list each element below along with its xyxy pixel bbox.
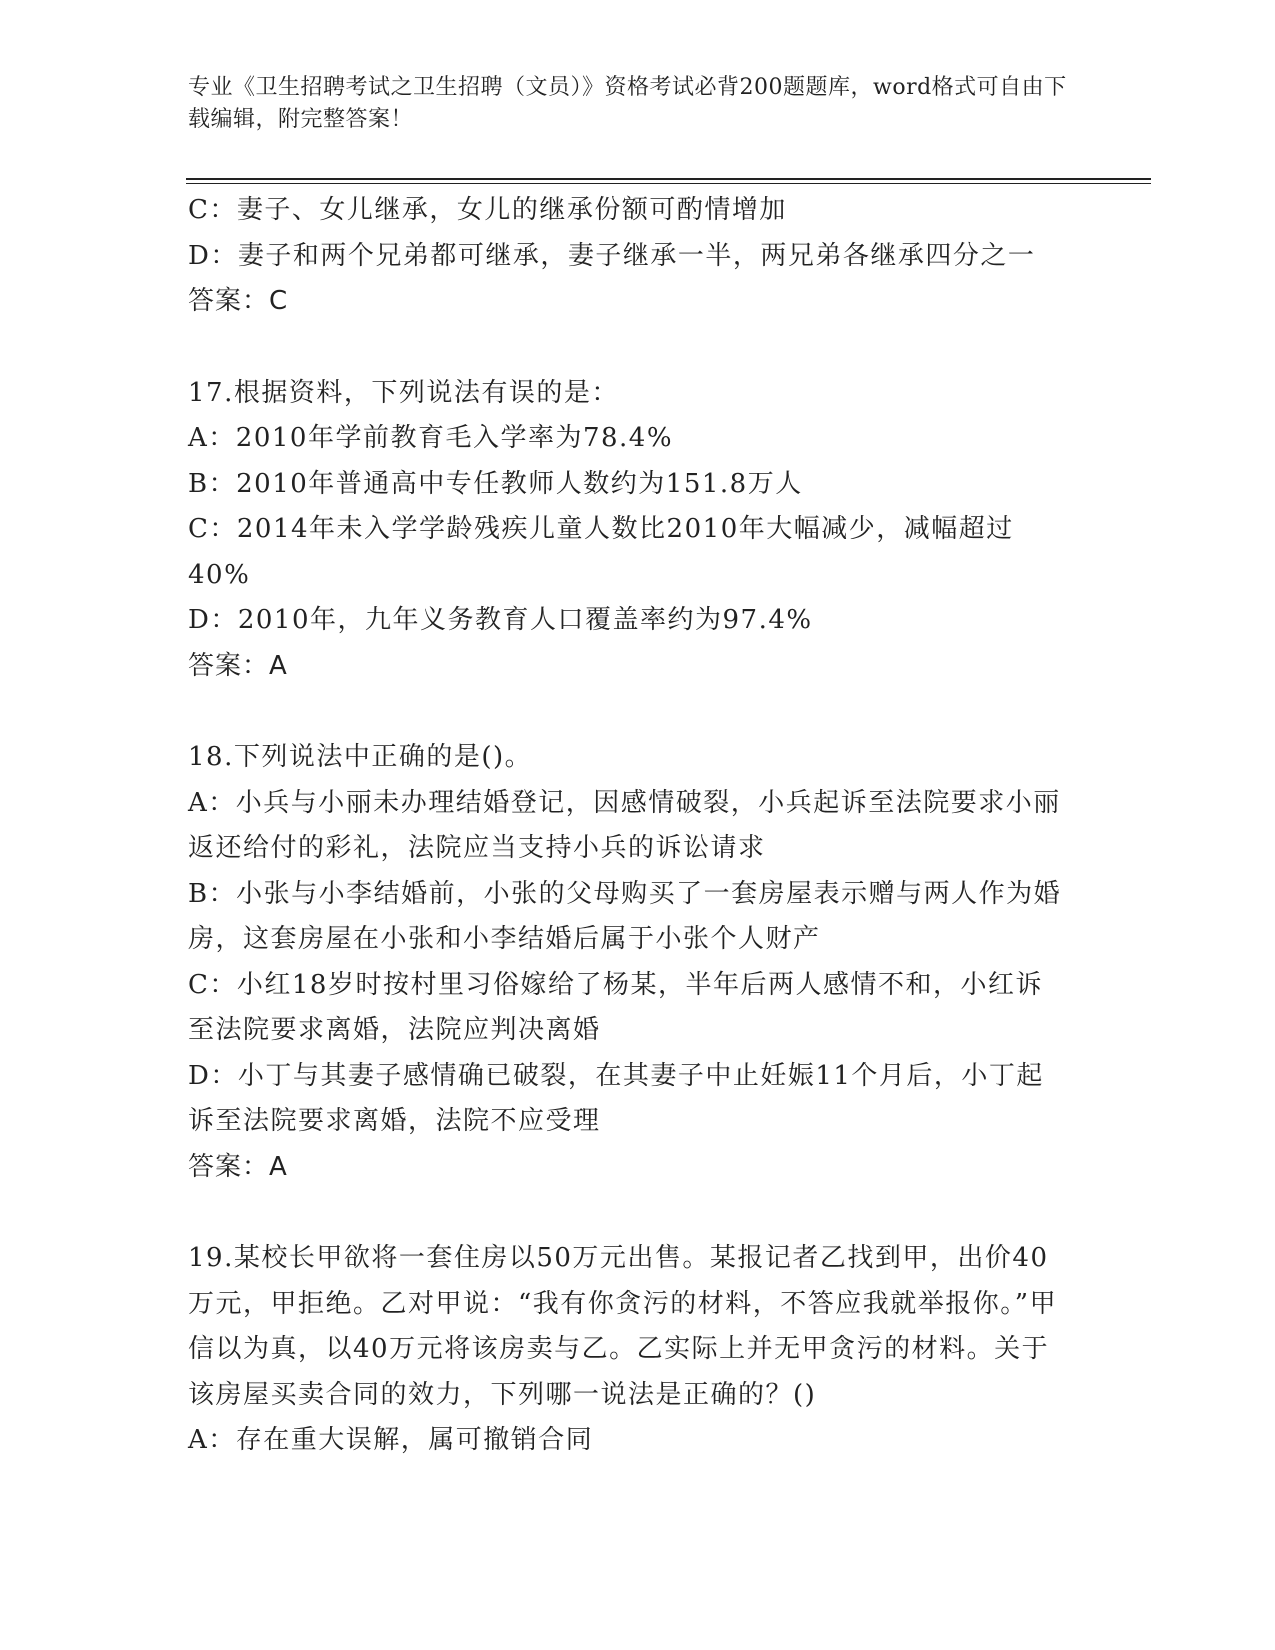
question-text: 18.下列说法中正确的是()。 bbox=[188, 742, 533, 772]
option-a: A：存在重大误解，属可撤销合同 bbox=[188, 1425, 594, 1455]
option-b: B：2010年普通高中专任教师人数约为151.8万人 bbox=[188, 468, 803, 499]
question-16-continued bbox=[188, 188, 1068, 325]
question-text: 19.某校长甲欲将一套住房以50万元出售。某报记者乙找到甲，出价40万元，甲拒绝。乙对甲说：“我有你贪污的材料，不答应我就举报你。”甲信以为真，以40万元将该房卖与乙。乙实际上并无甲贪污的材料。关于该房屋买卖合同的效力，下列哪一说法是正确的？() bbox=[188, 1243, 1058, 1410]
answer-line: 答案：A bbox=[188, 1151, 288, 1182]
document-header: 专业《卫生招聘考试之卫生招聘（文员）》资格考试必背200题题库，word格式可自由下载编辑，附完整答案！ bbox=[188, 75, 1067, 132]
option-d: D：小丁与其妻子感情确已破裂，在其妻子中止妊娠11个月后，小丁起诉至法院要求离婚，法院不应受理 bbox=[188, 1060, 1044, 1136]
answer-line: 答案：A bbox=[188, 650, 288, 681]
question-text: 17.根据资料，下列说法有误的是： bbox=[188, 377, 619, 408]
answer-line: 答案：C bbox=[188, 286, 289, 316]
question-list bbox=[188, 188, 1068, 1510]
option-a: A：小兵与小丽未办理结婚登记，因感情破裂，小兵起诉至法院要求小丽返还给付的彩礼，法院应当支持小兵的诉讼请求 bbox=[188, 787, 1061, 863]
option-a: A：2010年学前教育毛入学率为78.4% bbox=[188, 423, 674, 453]
option-b: B：小张与小李结婚前，小张的父母购买了一套房屋表示赠与两人作为婚房，这套房屋在小张和小李结婚后属于小张个人财产 bbox=[188, 878, 1062, 954]
option-c: C：2014年未入学学龄残疾儿童人数比2010年大幅减少，减幅超过40% bbox=[188, 514, 1014, 590]
question-18 bbox=[188, 735, 1068, 1190]
option-c: C：小红18岁时按村里习俗嫁给了杨某，半年后两人感情不和，小红诉至法院要求离婚，法院应判决离婚 bbox=[188, 969, 1043, 1045]
option-d: D：妻子和两个兄弟都可继承，妻子继承一半，两兄弟各继承四分之一 bbox=[188, 240, 1036, 271]
question-17 bbox=[188, 371, 1068, 690]
option-d: D：2010年，九年义务教育人口覆盖率约为97.4% bbox=[188, 605, 813, 635]
question-19 bbox=[188, 1236, 1068, 1464]
option-c: C：妻子、女儿继承，女儿的继承份额可酌情增加 bbox=[188, 195, 787, 225]
header-divider bbox=[186, 178, 1151, 180]
